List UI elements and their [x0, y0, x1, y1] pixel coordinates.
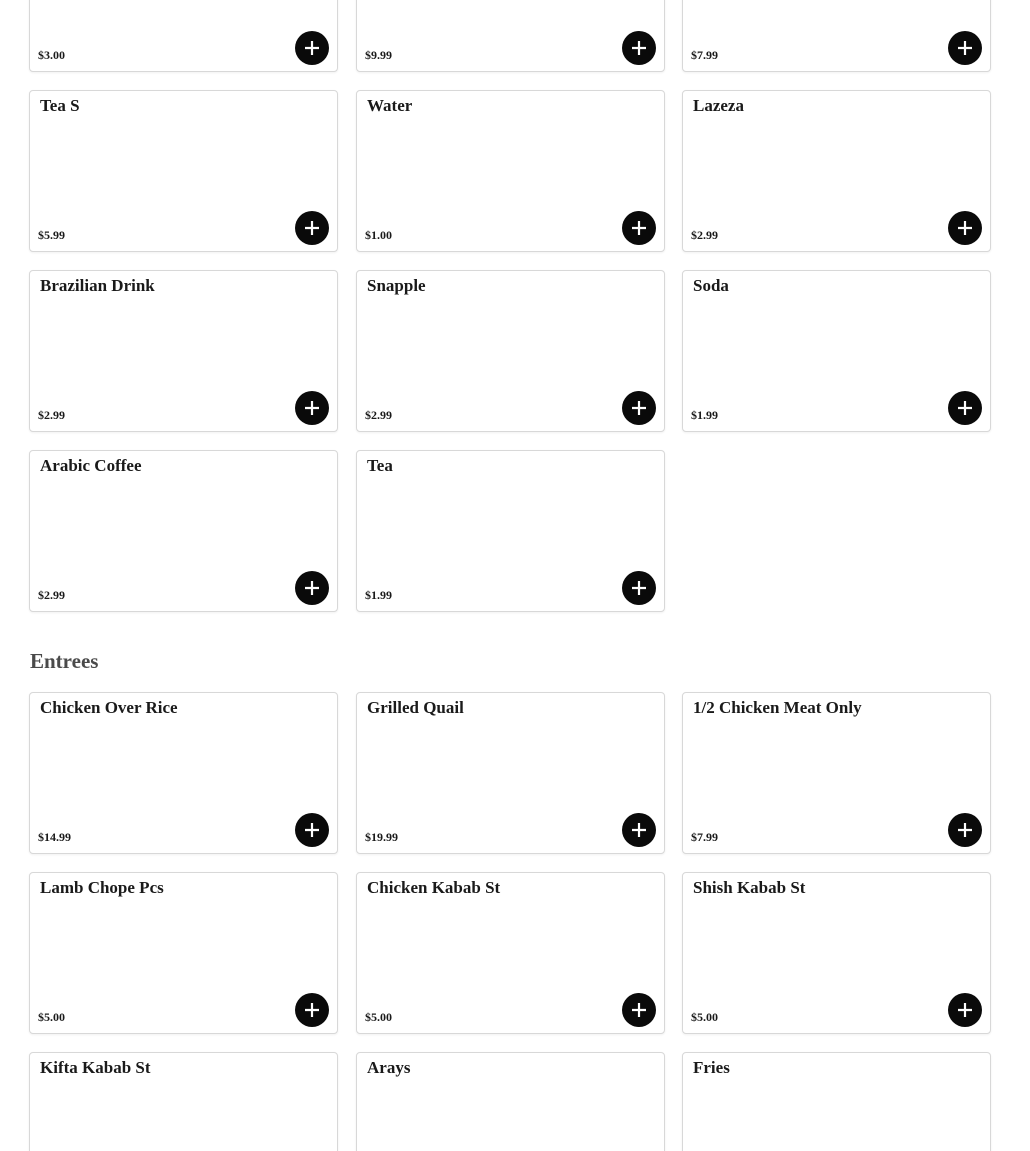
menu-item-card[interactable] — [356, 450, 665, 612]
add-to-cart-button[interactable] — [295, 391, 329, 425]
item-price: $9.99 — [365, 48, 392, 62]
add-to-cart-button[interactable] — [295, 31, 329, 65]
item-name: 1/2 Chicken Meat Only — [693, 698, 862, 717]
item-name: Arays — [367, 1058, 411, 1077]
item-price: $2.99 — [365, 408, 392, 422]
plus-icon — [957, 220, 973, 236]
item-price: $1.00 — [365, 228, 392, 242]
item-name: Grilled Quail — [367, 698, 464, 717]
menu-item-card[interactable] — [682, 692, 991, 854]
item-name: Fries — [693, 1058, 730, 1077]
menu-item-card[interactable] — [356, 90, 665, 252]
menu-item-card[interactable] — [356, 1052, 665, 1151]
add-to-cart-button[interactable] — [948, 993, 982, 1027]
menu-item-card[interactable] — [29, 90, 338, 252]
item-price: $14.99 — [38, 830, 71, 844]
item-name: Chicken Over Rice — [40, 698, 178, 717]
plus-icon — [631, 40, 647, 56]
plus-icon — [957, 1002, 973, 1018]
add-to-cart-button[interactable] — [948, 211, 982, 245]
add-to-cart-button[interactable] — [295, 211, 329, 245]
add-to-cart-button[interactable] — [948, 813, 982, 847]
plus-icon — [304, 400, 320, 416]
item-name: Chicken Kabab St — [367, 878, 501, 897]
plus-icon — [304, 40, 320, 56]
plus-icon — [957, 822, 973, 838]
plus-icon — [631, 1002, 647, 1018]
menu-item-card[interactable] — [356, 0, 665, 72]
menu-item-card[interactable] — [682, 0, 991, 72]
item-price: $19.99 — [365, 830, 398, 844]
menu-item-card[interactable] — [356, 270, 665, 432]
menu-item-card[interactable] — [682, 872, 991, 1034]
item-name: Kifta Kabab St — [40, 1058, 151, 1077]
menu-item-card[interactable] — [682, 270, 991, 432]
item-price: $5.99 — [38, 228, 65, 242]
item-price: $2.99 — [691, 228, 718, 242]
plus-icon — [957, 40, 973, 56]
plus-icon — [304, 1002, 320, 1018]
plus-icon — [631, 580, 647, 596]
add-to-cart-button[interactable] — [622, 571, 656, 605]
item-name: Water — [367, 96, 413, 115]
plus-icon — [304, 220, 320, 236]
item-price: $1.99 — [691, 408, 718, 422]
item-name: Soda — [693, 276, 729, 295]
add-to-cart-button[interactable] — [948, 31, 982, 65]
item-name: Lazeza — [693, 96, 744, 115]
plus-icon — [304, 580, 320, 596]
add-to-cart-button[interactable] — [622, 31, 656, 65]
menu-item-card[interactable] — [29, 0, 338, 72]
item-price: $1.99 — [365, 588, 392, 602]
add-to-cart-button[interactable] — [948, 391, 982, 425]
menu-item-card[interactable] — [29, 1052, 338, 1151]
plus-icon — [957, 400, 973, 416]
item-name: Shish Kabab St — [693, 878, 806, 897]
item-price: $7.99 — [691, 48, 718, 62]
item-price: $5.00 — [691, 1010, 718, 1024]
item-price: $2.99 — [38, 588, 65, 602]
menu-item-card[interactable] — [682, 1052, 991, 1151]
item-name: Tea S — [40, 96, 80, 115]
menu-item-card[interactable] — [29, 270, 338, 432]
item-price: $2.99 — [38, 408, 65, 422]
item-price: $5.00 — [365, 1010, 392, 1024]
add-to-cart-button[interactable] — [622, 211, 656, 245]
plus-icon — [631, 822, 647, 838]
item-price: $7.99 — [691, 830, 718, 844]
add-to-cart-button[interactable] — [622, 391, 656, 425]
add-to-cart-button[interactable] — [622, 813, 656, 847]
plus-icon — [304, 822, 320, 838]
item-price: $5.00 — [38, 1010, 65, 1024]
item-name: Tea — [367, 456, 393, 475]
add-to-cart-button[interactable] — [295, 571, 329, 605]
item-name: Brazilian Drink — [40, 276, 155, 295]
add-to-cart-button[interactable] — [622, 993, 656, 1027]
item-name: Arabic Coffee — [40, 456, 142, 475]
menu-item-card[interactable] — [356, 692, 665, 854]
plus-icon — [631, 400, 647, 416]
menu-item-card[interactable] — [29, 692, 338, 854]
menu-item-card[interactable] — [29, 450, 338, 612]
menu-item-card[interactable] — [356, 872, 665, 1034]
add-to-cart-button[interactable] — [295, 993, 329, 1027]
menu-item-card[interactable] — [682, 90, 991, 252]
menu-item-card[interactable] — [29, 872, 338, 1034]
item-name: Snapple — [367, 276, 426, 295]
item-price: $3.00 — [38, 48, 65, 62]
item-name: Lamb Chope Pcs — [40, 878, 164, 897]
section-title-entrees: Entrees — [30, 649, 99, 673]
plus-icon — [631, 220, 647, 236]
add-to-cart-button[interactable] — [295, 813, 329, 847]
